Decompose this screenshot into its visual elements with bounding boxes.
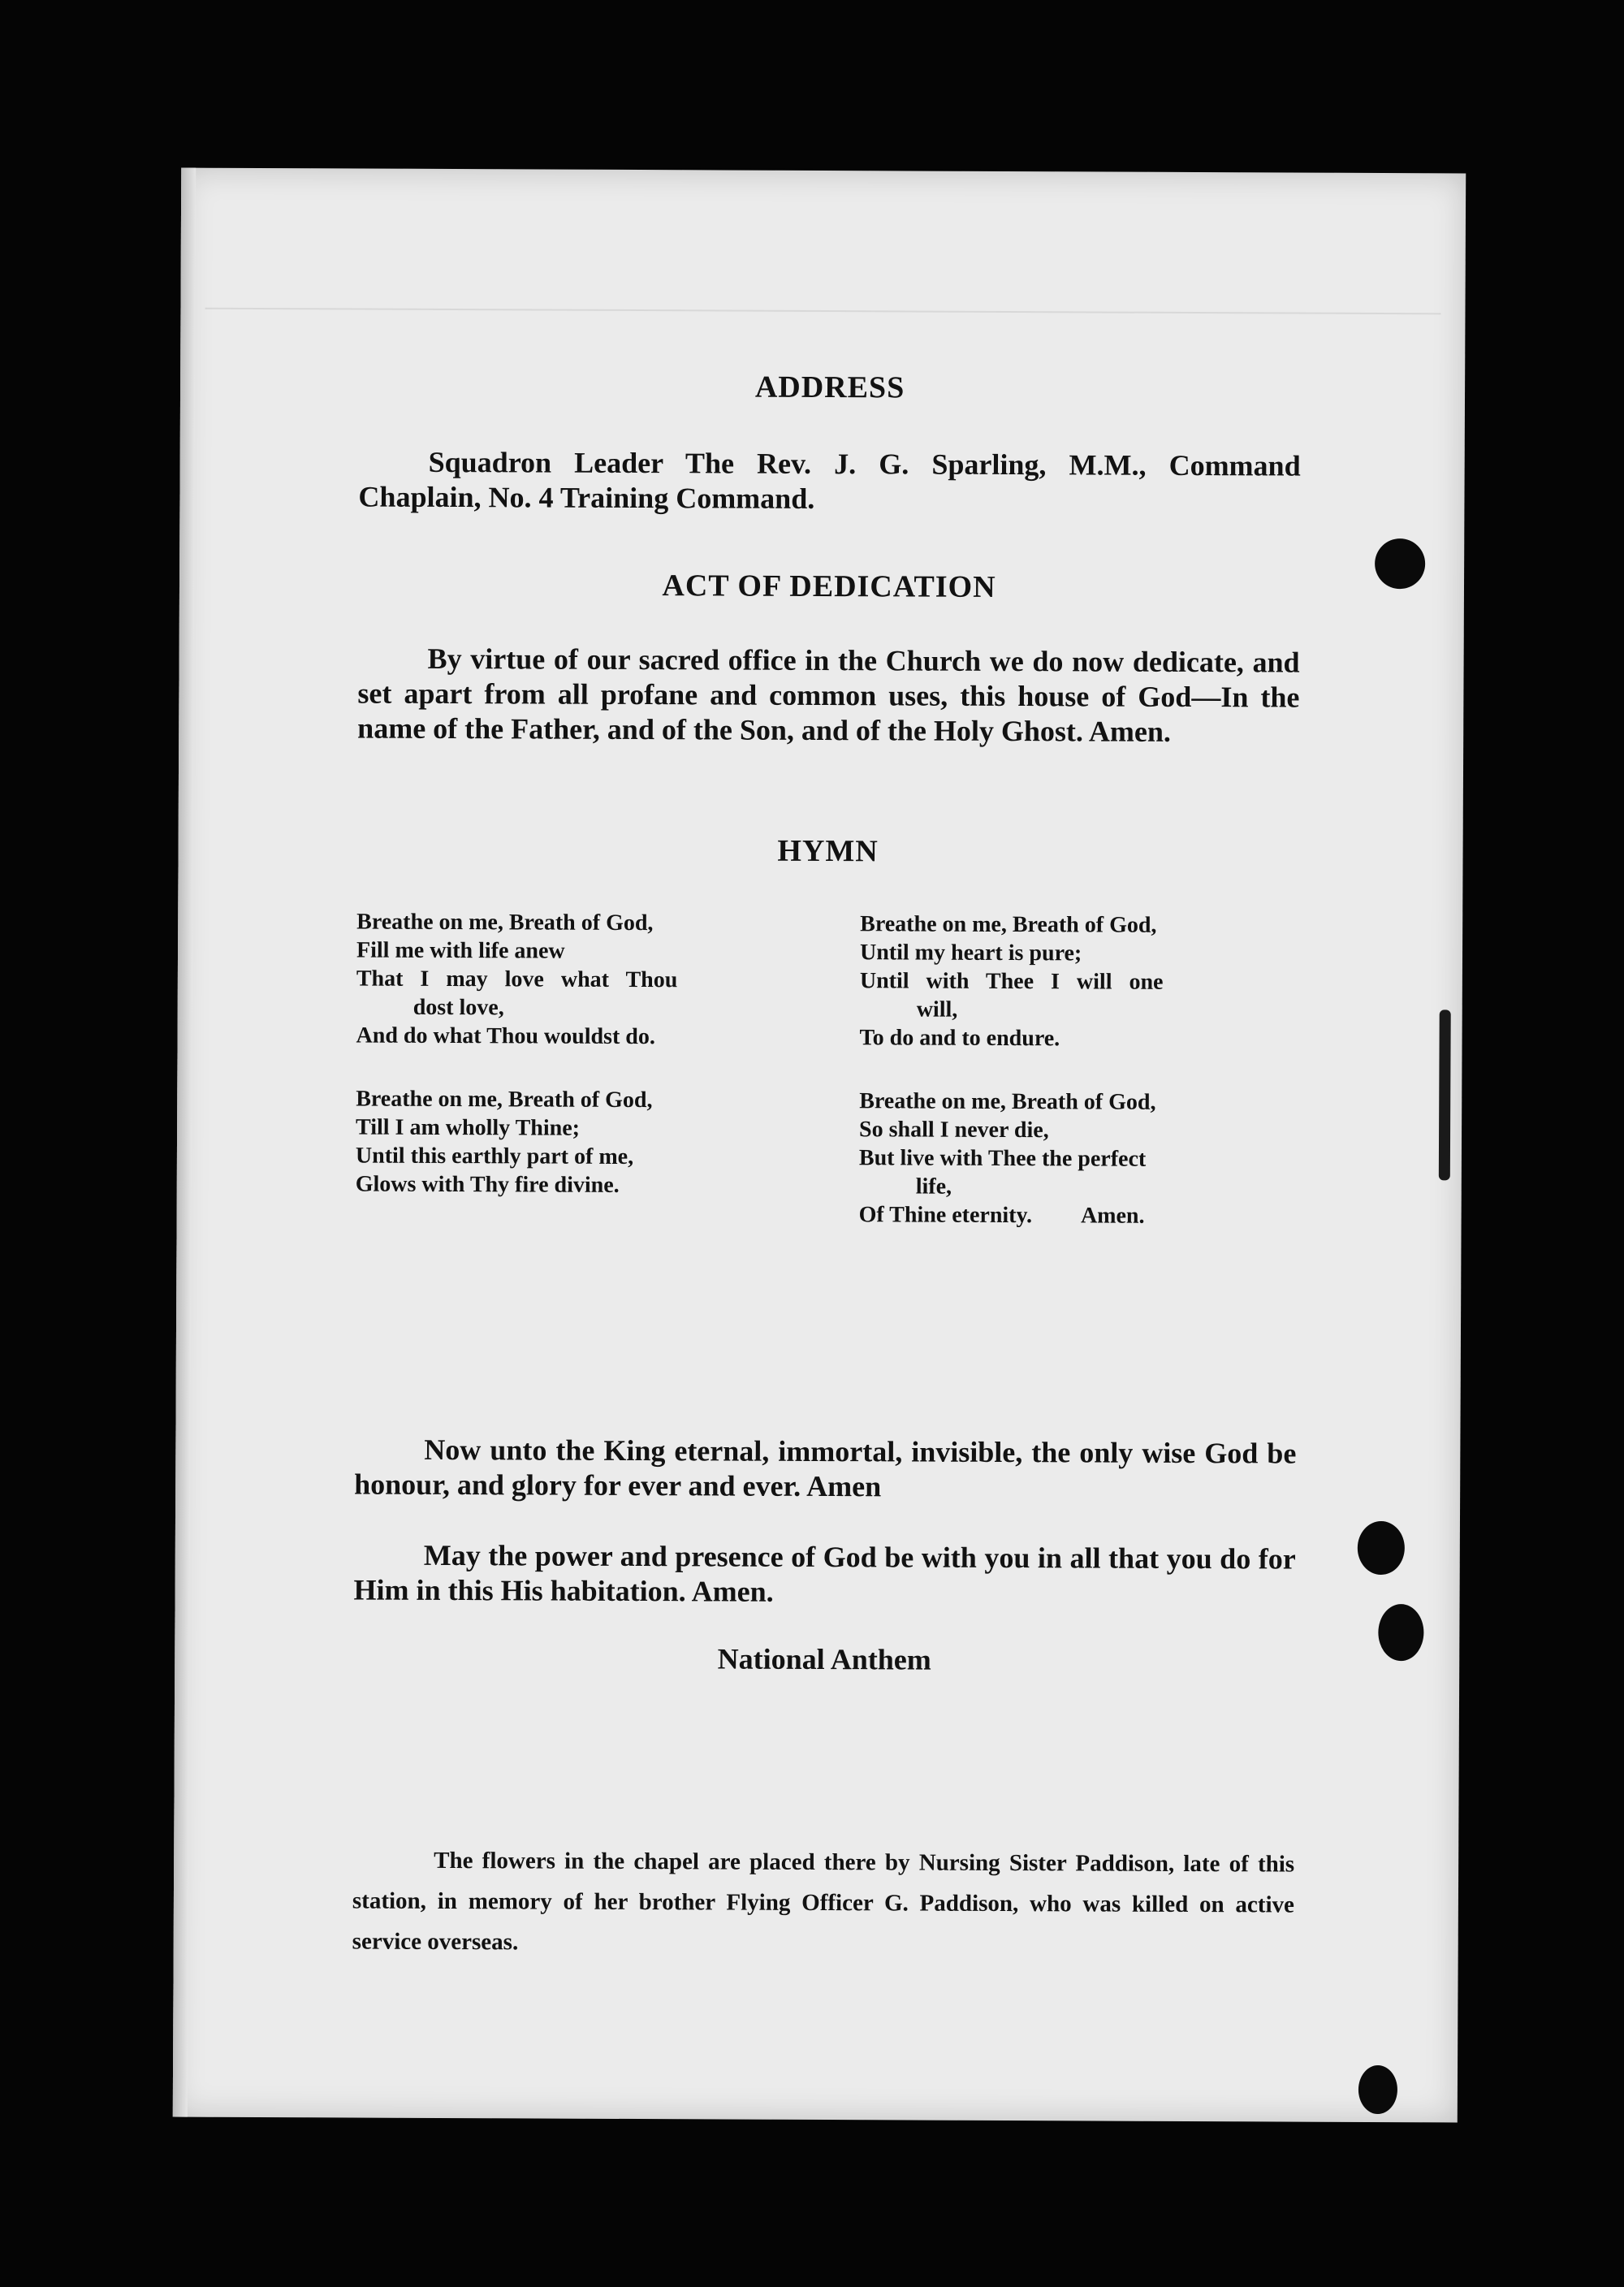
flowers-note: The flowers in the chapel are placed there by Nursing Sister Paddison, late of this station, in memory of her brother Flying Officer G. Paddison, who was killed on active service overseas. <box>352 1847 1295 1956</box>
program-page <box>173 168 1466 2123</box>
hymn-line: dost love, <box>412 994 504 1021</box>
hymn-line: But live with Thee the perfect <box>858 1145 1147 1172</box>
hymn-line: To do and to endure. <box>859 1025 1060 1052</box>
hymn-line: life, <box>915 1174 952 1200</box>
hymn-verse-4 <box>859 1087 1298 1230</box>
punch-hole <box>1375 538 1425 589</box>
hymn-verse-2 <box>860 910 1299 1053</box>
address-heading: ADDRESS <box>754 370 905 405</box>
hymn-line: will, <box>916 997 958 1022</box>
hymn-line: Till I am wholly Thine; <box>356 1114 581 1141</box>
dedication-heading: ACT OF DEDICATION <box>662 569 996 604</box>
address-text: Squadron Leader The Rev. J. G. Sparling, M.M., Command Chaplain, No. 4 Training Command. <box>358 445 1301 515</box>
content <box>352 169 1302 2122</box>
hymn-line: Breathe on me, Breath of God, <box>356 1086 653 1113</box>
hymn-line: Until with Thee I will one <box>859 968 1164 995</box>
punch-hole <box>1358 2065 1397 2114</box>
hymn-line: Until my heart is pure; <box>859 940 1082 966</box>
hymn-line: Fill me with life anew <box>356 937 565 964</box>
doxology-text: Now unto the King eternal, immortal, invisible, the only wise God be honour, and glory for ever and ever. Amen <box>354 1433 1297 1503</box>
hymn-heading: HYMN <box>777 833 879 869</box>
hymn-amen: Amen. <box>1080 1203 1145 1229</box>
anthem-label: National Anthem <box>717 1642 931 1676</box>
hymn-line: Glows with Thy fire divine. <box>355 1171 620 1198</box>
hymn-line: Breathe on me, Breath of God, <box>860 911 1157 938</box>
punch-hole <box>1378 1604 1423 1661</box>
punch-hole <box>1358 1521 1405 1575</box>
hymn-line: So shall I never die, <box>859 1117 1049 1144</box>
hymn-line <box>859 1200 1298 1230</box>
hymn-line: And do what Thou wouldst do. <box>356 1022 655 1050</box>
hymn-verse-1 <box>356 908 796 1052</box>
blessing-text: May the power and presence of God be with you in all that you do for Him in this His habitation. Amen. <box>353 1538 1296 1608</box>
hymn-line-text: Of Thine eternity. <box>858 1202 1033 1229</box>
hymn-line: Breathe on me, Breath of God, <box>859 1088 1156 1115</box>
hymn-line: Until this earthly part of me, <box>355 1143 634 1170</box>
dedication-text: By virtue of our sacred office in the Church we do now dedicate, and set apart from all profane and common uses, this house of God—In the name of the Father, and of the Son, and of the Holy Ghost. Amen. <box>357 642 1300 748</box>
hymn-line: That I may love what Thou <box>356 966 678 993</box>
hymn-line: Breathe on me, Breath of God, <box>356 909 654 936</box>
page-edge <box>173 168 196 2117</box>
binding-mark <box>1439 1009 1451 1180</box>
hymn-verse-3 <box>356 1085 795 1200</box>
